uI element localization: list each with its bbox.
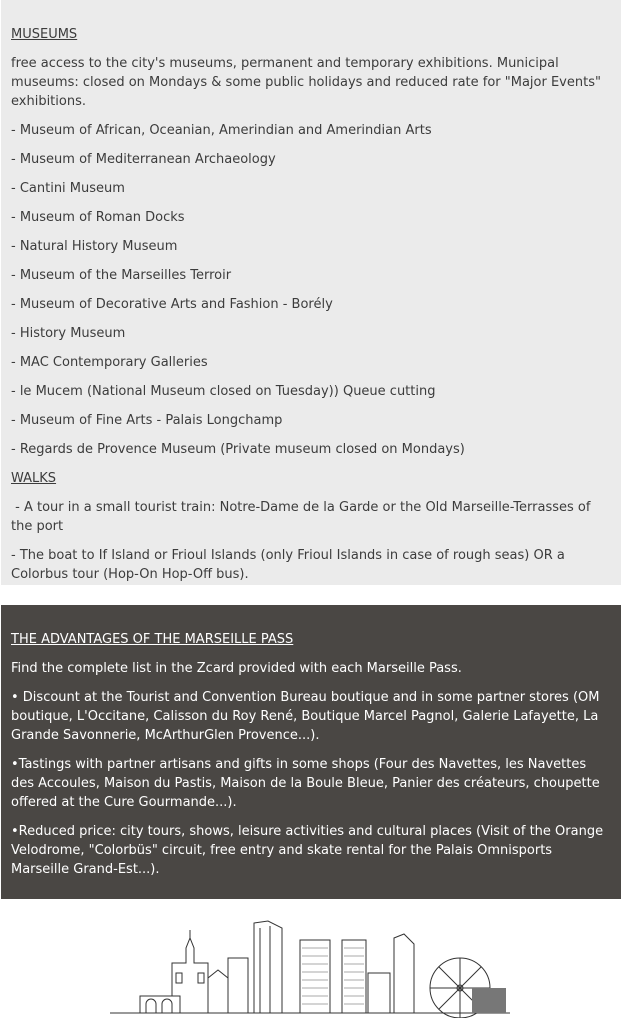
museum-item: - MAC Contemporary Galleries [11,355,208,370]
museum-item: - Museum of African, Oceanian, Amerindian and Amerindian Arts [11,123,432,138]
museum-item: - Museum of the Marseilles Terroir [11,268,232,283]
marseille-skyline-illustration [110,918,510,1018]
museum-item: - Natural History Museum [11,239,178,254]
advantage-item: •Tastings with partner artisans and gifts in some shops (Four des Navettes, les Navettes des Accoules, Maison du Pastis, Maison de la Boule Bleue, Panier des créateurs, choupette offered at the Cure Gourmande...). [11,757,600,810]
museum-item: - History Museum [11,326,126,341]
museum-item: - Cantini Museum [11,181,125,196]
museum-item: - Museum of Mediterranean Archaeology [11,152,276,167]
advantages-intro: Find the complete list in the Zcard provided with each Marseille Pass. [11,661,462,676]
walk-item: - A tour in a small tourist train: Notre-Dame de la Garde or the Old Marseille-Terrasses of the port [11,500,595,534]
walk-item: - The boat to If Island or Frioul Islands (only Frioul Islands in case of rough seas) OR a Colorbus tour (Hop-On Hop-Off bus). [11,548,565,582]
museums-intro: free access to the city's museums, permanent and temporary exhibitions. Municipal museums: closed on Mondays & some public holidays and reduced rate for "Major Events" exhibitions. [11,56,601,109]
museum-item: - Museum of Decorative Arts and Fashion - Borély [11,297,333,312]
advantage-item: • Discount at the Tourist and Convention Bureau boutique and in some partner stores (OM boutique, L'Occitane, Calisson du Roy René, Boutique Marcel Pagnol, Galerie Lafayette, La Grande Savonnerie, McArthurGlen Provence...). [11,690,600,743]
museum-item: - le Mucem (National Museum closed on Tuesday)) Queue cutting [11,384,436,399]
walks-heading: WALKS [11,471,57,486]
advantages-panel [1,605,621,899]
museums-walks-panel [1,0,621,585]
advantage-item: •Reduced price: city tours, shows, leisure activities and cultural places (Visit of the Orange Velodrome, "Colorbüs" circuit, free entry and skate rental for the Palais Omnisports Marseille Grand-Est...). [11,824,604,877]
museums-heading: MUSEUMS [11,27,78,42]
advantages-heading: THE ADVANTAGES OF THE MARSEILLE PASS [11,632,294,647]
museum-item: - Regards de Provence Museum (Private museum closed on Mondays) [11,442,465,457]
museum-item: - Museum of Roman Docks [11,210,185,225]
museum-item: - Museum of Fine Arts - Palais Longchamp [11,413,283,428]
